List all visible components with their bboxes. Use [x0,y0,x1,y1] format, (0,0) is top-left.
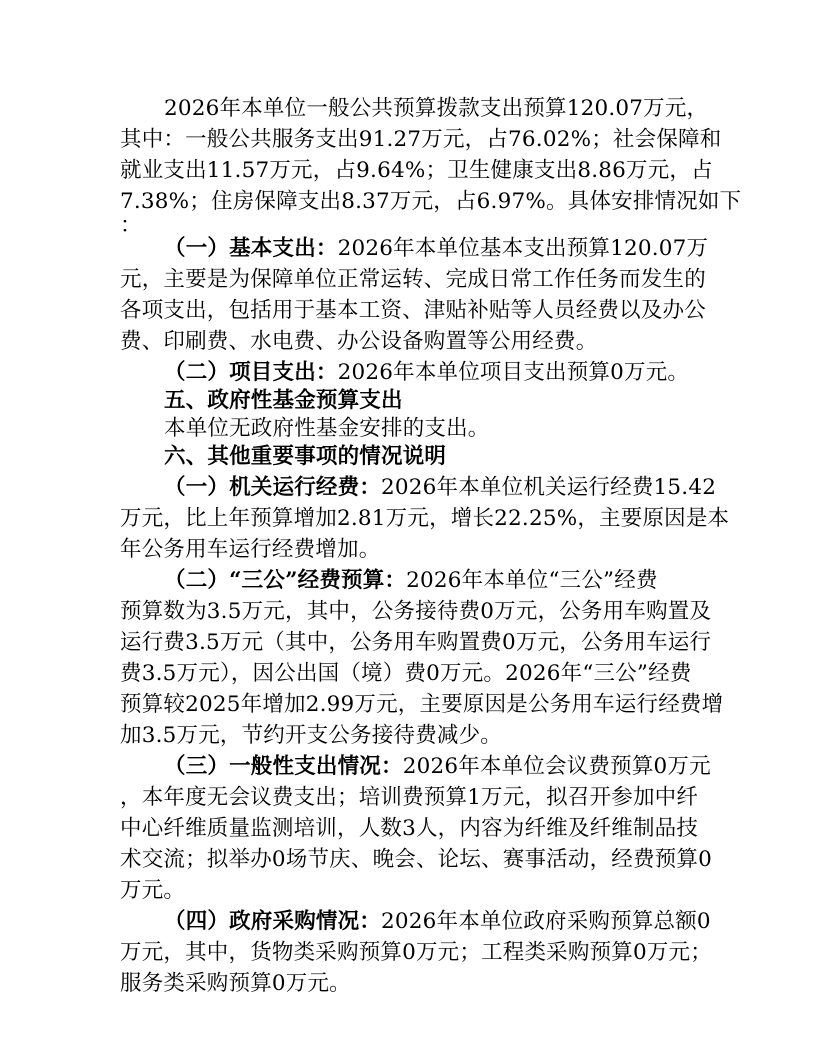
three-public-line-3: 运行费3.5万元（其中，公务用车购置费0万元，公务用车运行 [120,630,712,655]
paragraph-1-line-4: 7.38%；住房保障支出8.37万元，占6.97%。具体安排情况如下 [120,189,742,214]
general-expenditure-line-4: 术交流；拟举办0场节庆、晚会、论坛、赛事活动，经费预算0 [120,847,712,872]
paragraph-1-line-3: 就业支出11.57万元，占9.64%；卫生健康支出8.86万元，占 [120,158,713,183]
general-expenditure-line-2: ，本年度无会议费支出；培训费预算1万元，拟召开参加中纤 [120,785,699,810]
general-expenditure-label: （三）一般性支出情况： [164,754,403,779]
project-expenditure-label: （二）项目支出： [164,360,338,385]
basic-expenditure-line-1: （一）基本支出：2026年本单位基本支出预算120.07万 [164,236,709,261]
section-heading-other-matters: 六、其他重要事项的情况说明 [164,444,447,469]
general-expenditure-line-5: 万元。 [120,878,186,903]
operating-cost-line-1: （一）机关运行经费：2026年本单位机关运行经费15.42 [164,475,717,500]
procurement-line-1: （四）政府采购情况：2026年本单位政府采购预算总额0 [164,909,711,934]
three-public-line-1: （二）“三公”经费预算：2026年本单位“三公”经费 [164,568,658,593]
operating-cost-label: （一）机关运行经费： [164,475,382,500]
three-public-line-5: 预算较2025年增加2.99万元，主要原因是公务用车运行经费增 [120,692,724,717]
three-public-line-2: 预算数为3.5万元，其中，公务接待费0万元，公务用车购置及 [120,599,712,624]
procurement-label: （四）政府采购情况： [164,909,382,934]
paragraph-1-line-2: 其中：一般公共服务支出91.27万元，占76.02%；社会保障和 [120,127,722,152]
general-expenditure-line-3: 中心纤维质量监测培训，人数3人，内容为纤维及纤维制品技 [120,816,699,841]
section-heading-fund-budget: 五、政府性基金预算支出 [164,388,403,413]
fund-budget-text: 本单位无政府性基金安排的支出。 [164,416,490,441]
three-public-line-6: 加3.5万元，节约开支公务接待费减少。 [120,723,502,748]
procurement-line-3: 服务类采购预算0万元。 [120,971,351,996]
operating-cost-line-3: 年公务用车运行经费增加。 [120,537,381,562]
three-public-line-4: 费3.5万元），因公出国（境）费0万元。2026年“三公”经费 [120,661,692,686]
operating-cost-line-2: 万元，比上年预算增加2.81万元，增长22.25%，主要原因是本 [120,506,730,531]
paragraph-1-line-5: ： [120,213,142,238]
general-expenditure-line-1: （三）一般性支出情况：2026年本单位会议费预算0万元 [164,754,711,779]
project-expenditure-line: （二）项目支出：2026年本单位项目支出预算0万元。 [164,360,690,385]
basic-expenditure-line-2: 元，主要是为保障单位正常运转、完成日常工作任务而发生的 [120,267,706,292]
basic-expenditure-label: （一）基本支出： [164,236,338,261]
procurement-line-2: 万元，其中，货物类采购预算0万元；工程类采购预算0万元； [120,940,712,965]
paragraph-1-line-1: 2026年本单位一般公共预算拨款支出预算120.07万元， [164,96,709,121]
basic-expenditure-line-4: 费、印刷费、水电费、办公设备购置等公用经费。 [120,329,598,354]
basic-expenditure-line-3: 各项支出，包括用于基本工资、津贴补贴等人员经费以及办公 [120,298,706,323]
three-public-label: （二）“三公”经费预算： [164,568,407,593]
